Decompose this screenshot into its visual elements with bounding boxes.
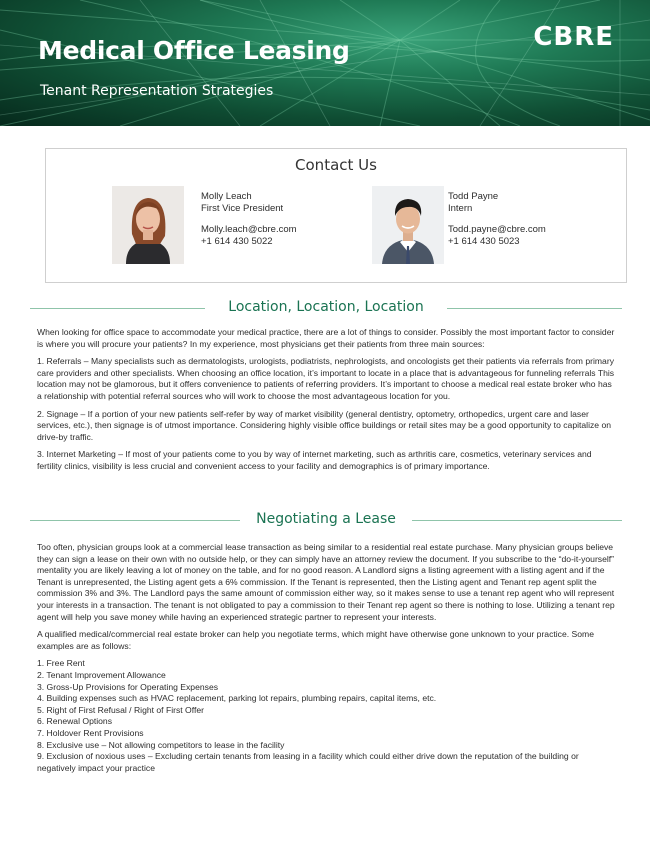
section-body-location [37, 327, 617, 479]
contact-phone[interactable]: +1 614 430 5022 [201, 236, 273, 247]
paragraph: A qualified medical/commercial real estate broker can help you negotiate terms, which might have otherwise gone unknown to your practice. Some examples are as follows: [37, 629, 594, 651]
contact-role: Intern [448, 203, 473, 214]
contact-email[interactable]: Todd.payne@cbre.com [448, 224, 546, 235]
list-item: 1. Free Rent [37, 658, 85, 669]
list-item: 4. Building expenses such as HVAC replacement, parking lot repairs, plumbing repairs, capital items, etc. [37, 693, 437, 704]
contact-email[interactable]: Molly.leach@cbre.com [201, 224, 297, 235]
list-item: 9. Exclusion of noxious uses – Excluding certain tenants from leasing in a facility which could either drive down the reputation of the building or negatively impact your practice [37, 751, 579, 773]
section-title: Location, Location, Location [228, 299, 424, 315]
contact-title: Contact Us [295, 156, 377, 174]
paragraph: 1. Referrals – Many specialists such as dermatologists, urologists, podiatrists, nephrologists, and oncologists get their patients via referrals from primary care providers and other specialists. When choosing an office location, it’s important to locate in a place that is advantageous for funneling referrals This location may not be glamorous, but it offers convenience to patients of referring providers. It’s important to choose a medical real estate broker who has a relationship with potential referral sources who will work to choose the most advantageous location for you. [37, 356, 615, 401]
list-item: 7. Holdover Rent Provisions [37, 727, 144, 738]
paragraph: Too often, physician groups look at a commercial lease transaction as being similar to a residential real estate purchase. Many physician groups believe they can sign a lease on their own with no outside help, or they can simply have an attorney review the document. If you subscribe to the “do-it-yourself” mentality you are likely leaving a lot of money on the table, and for no good reason. A Landlord signs a listing agreement with a listing agent and if the Tenant is unrepresented, the Listing agent gets a 6% commission. If the Tenant is represented, then the Listing agent and Tenant rep agent split the commission 3% and 3%. The Landlord pays the same amount of commission either way, so it makes sense to use a tenant rep agent who will represent your interests in a transaction. The tenant is not obligated to pay a commission to their Tenant rep agent so there is nothing to lose. Utilizing a tenant rep agent will help you save money while having an experienced strategic partner to represent your interests. [37, 542, 615, 622]
woman-headshot-icon [112, 186, 184, 264]
contact-molly-leach [201, 191, 297, 248]
contact-todd-payne [448, 191, 546, 248]
molly-leach-photo [112, 186, 184, 264]
page-subtitle: Tenant Representation Strategies [40, 83, 274, 99]
list-item: 8. Exclusive use – Not allowing competitors to lease in the facility [37, 739, 285, 750]
contact-card [45, 148, 627, 283]
section-heading-negotiating [30, 511, 622, 531]
section-title: Negotiating a Lease [256, 511, 396, 527]
list-item: 3. Gross-Up Provisions for Operating Expenses [37, 681, 219, 692]
cbre-logo: CBRE [533, 22, 614, 52]
man-headshot-icon [372, 186, 444, 264]
paragraph: 3. Internet Marketing – If most of your patients come to you by way of internet marketing, such as arthritis care, cosmetics, veterinary services and fertility clinics, visibility is less crucial and convenient access to your facility and demographics is of primary importance. [37, 449, 592, 471]
contact-role: First Vice President [201, 203, 284, 214]
section-heading-location [30, 299, 622, 319]
list-item: 5. Right of First Refusal / Right of First Offer [37, 704, 204, 715]
contact-name: Molly Leach [201, 191, 252, 202]
section-body-negotiating [37, 542, 617, 774]
list-item: 6. Renewal Options [37, 716, 112, 727]
paragraph: 2. Signage – If a portion of your new patients self-refer by way of market visibility (general dentistry, optometry, orthopedics, urgent care and laser services, etc.), then signage is of utmost importance. Considering highly visible office buildings or retail sites may be a good opportunity to capitalize on drive-by traffic. [37, 408, 612, 442]
contact-name: Todd Payne [448, 191, 499, 202]
header-banner [0, 0, 650, 126]
page-title: Medical Office Leasing [38, 36, 350, 65]
todd-payne-photo [372, 186, 444, 264]
negotiation-terms-list [37, 658, 617, 774]
paragraph: When looking for office space to accommodate your medical practice, there are a lot of things to consider. Possibly the most important factor to consider is where you will procure your patients? In my experience, most physicians get their patients from three main sources: [37, 327, 615, 349]
list-item: 2. Tenant Improvement Allowance [37, 669, 166, 680]
contact-phone[interactable]: +1 614 430 5023 [448, 236, 520, 247]
